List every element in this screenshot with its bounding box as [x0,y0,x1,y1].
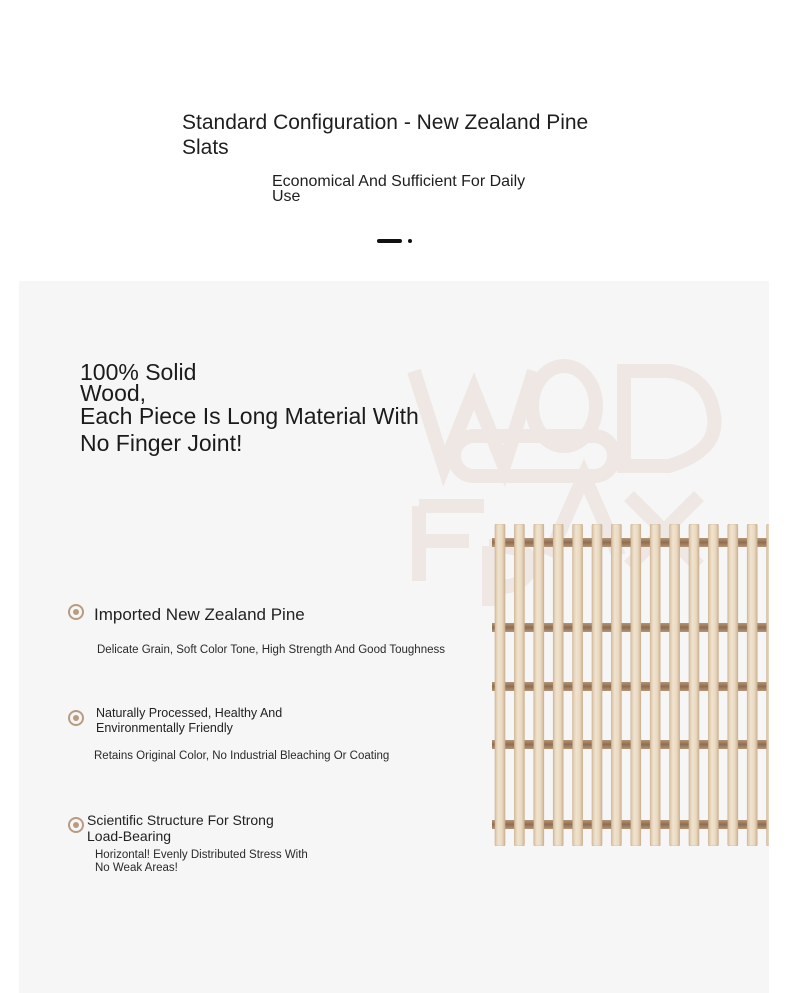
bullet-icon [68,710,84,726]
feature-heading-line: No Finger Joint! [80,430,243,456]
slat-board [631,524,641,846]
feature-item-title: Imported New Zealand Pine [94,605,305,624]
feature-heading [80,361,460,457]
feature-item-title [87,812,274,844]
feature-panel [19,281,769,993]
feature-item-title-line: Load-Bearing [87,828,172,844]
slat-board [747,524,757,846]
carousel-dot-active[interactable] [377,239,402,243]
feature-item-title-line: Naturally Processed, Healthy And [96,706,283,720]
feature-heading-line: 100% Solid [80,359,197,385]
slat-board [650,524,660,846]
slat-board [514,524,524,846]
feature-item-title-line: Scientific Structure For Strong [87,812,274,828]
feature-item-description [95,849,308,875]
bullet-icon [68,604,84,620]
feature-item-title-line: Environmentally Friendly [96,721,233,735]
slat-board [728,524,738,846]
feature-item-description-line: Horizontal! Evenly Distributed Stress With [95,849,308,861]
slat-board [670,524,680,846]
feature-heading-line: Each Piece Is Long Material With [80,403,419,429]
feature-item-title [96,706,282,736]
slat-board [767,524,769,846]
slat-board [534,524,544,846]
feature-item-description-line: No Weak Areas! [95,862,178,874]
slat-board [573,524,583,846]
carousel-dot[interactable] [408,239,412,243]
feature-item-description: Retains Original Color, No Industrial Bleaching Or Coating [94,750,390,762]
feature-item-description: Delicate Grain, Soft Color Tone, High Strength And Good Toughness [97,644,445,656]
slat-board [592,524,602,846]
slat-board [708,524,718,846]
feature-heading-line: Wood, [80,380,147,406]
bullet-icon [68,817,84,833]
slat-board [553,524,563,846]
product-image-slats [492,524,769,846]
page-title: Standard Configuration - New Zealand Pine Slats [182,111,589,159]
page-subtitle: Economical And Sufficient For Daily Use [272,173,526,205]
slat-board [495,524,505,846]
slat-board [611,524,621,846]
slat-board [689,524,699,846]
